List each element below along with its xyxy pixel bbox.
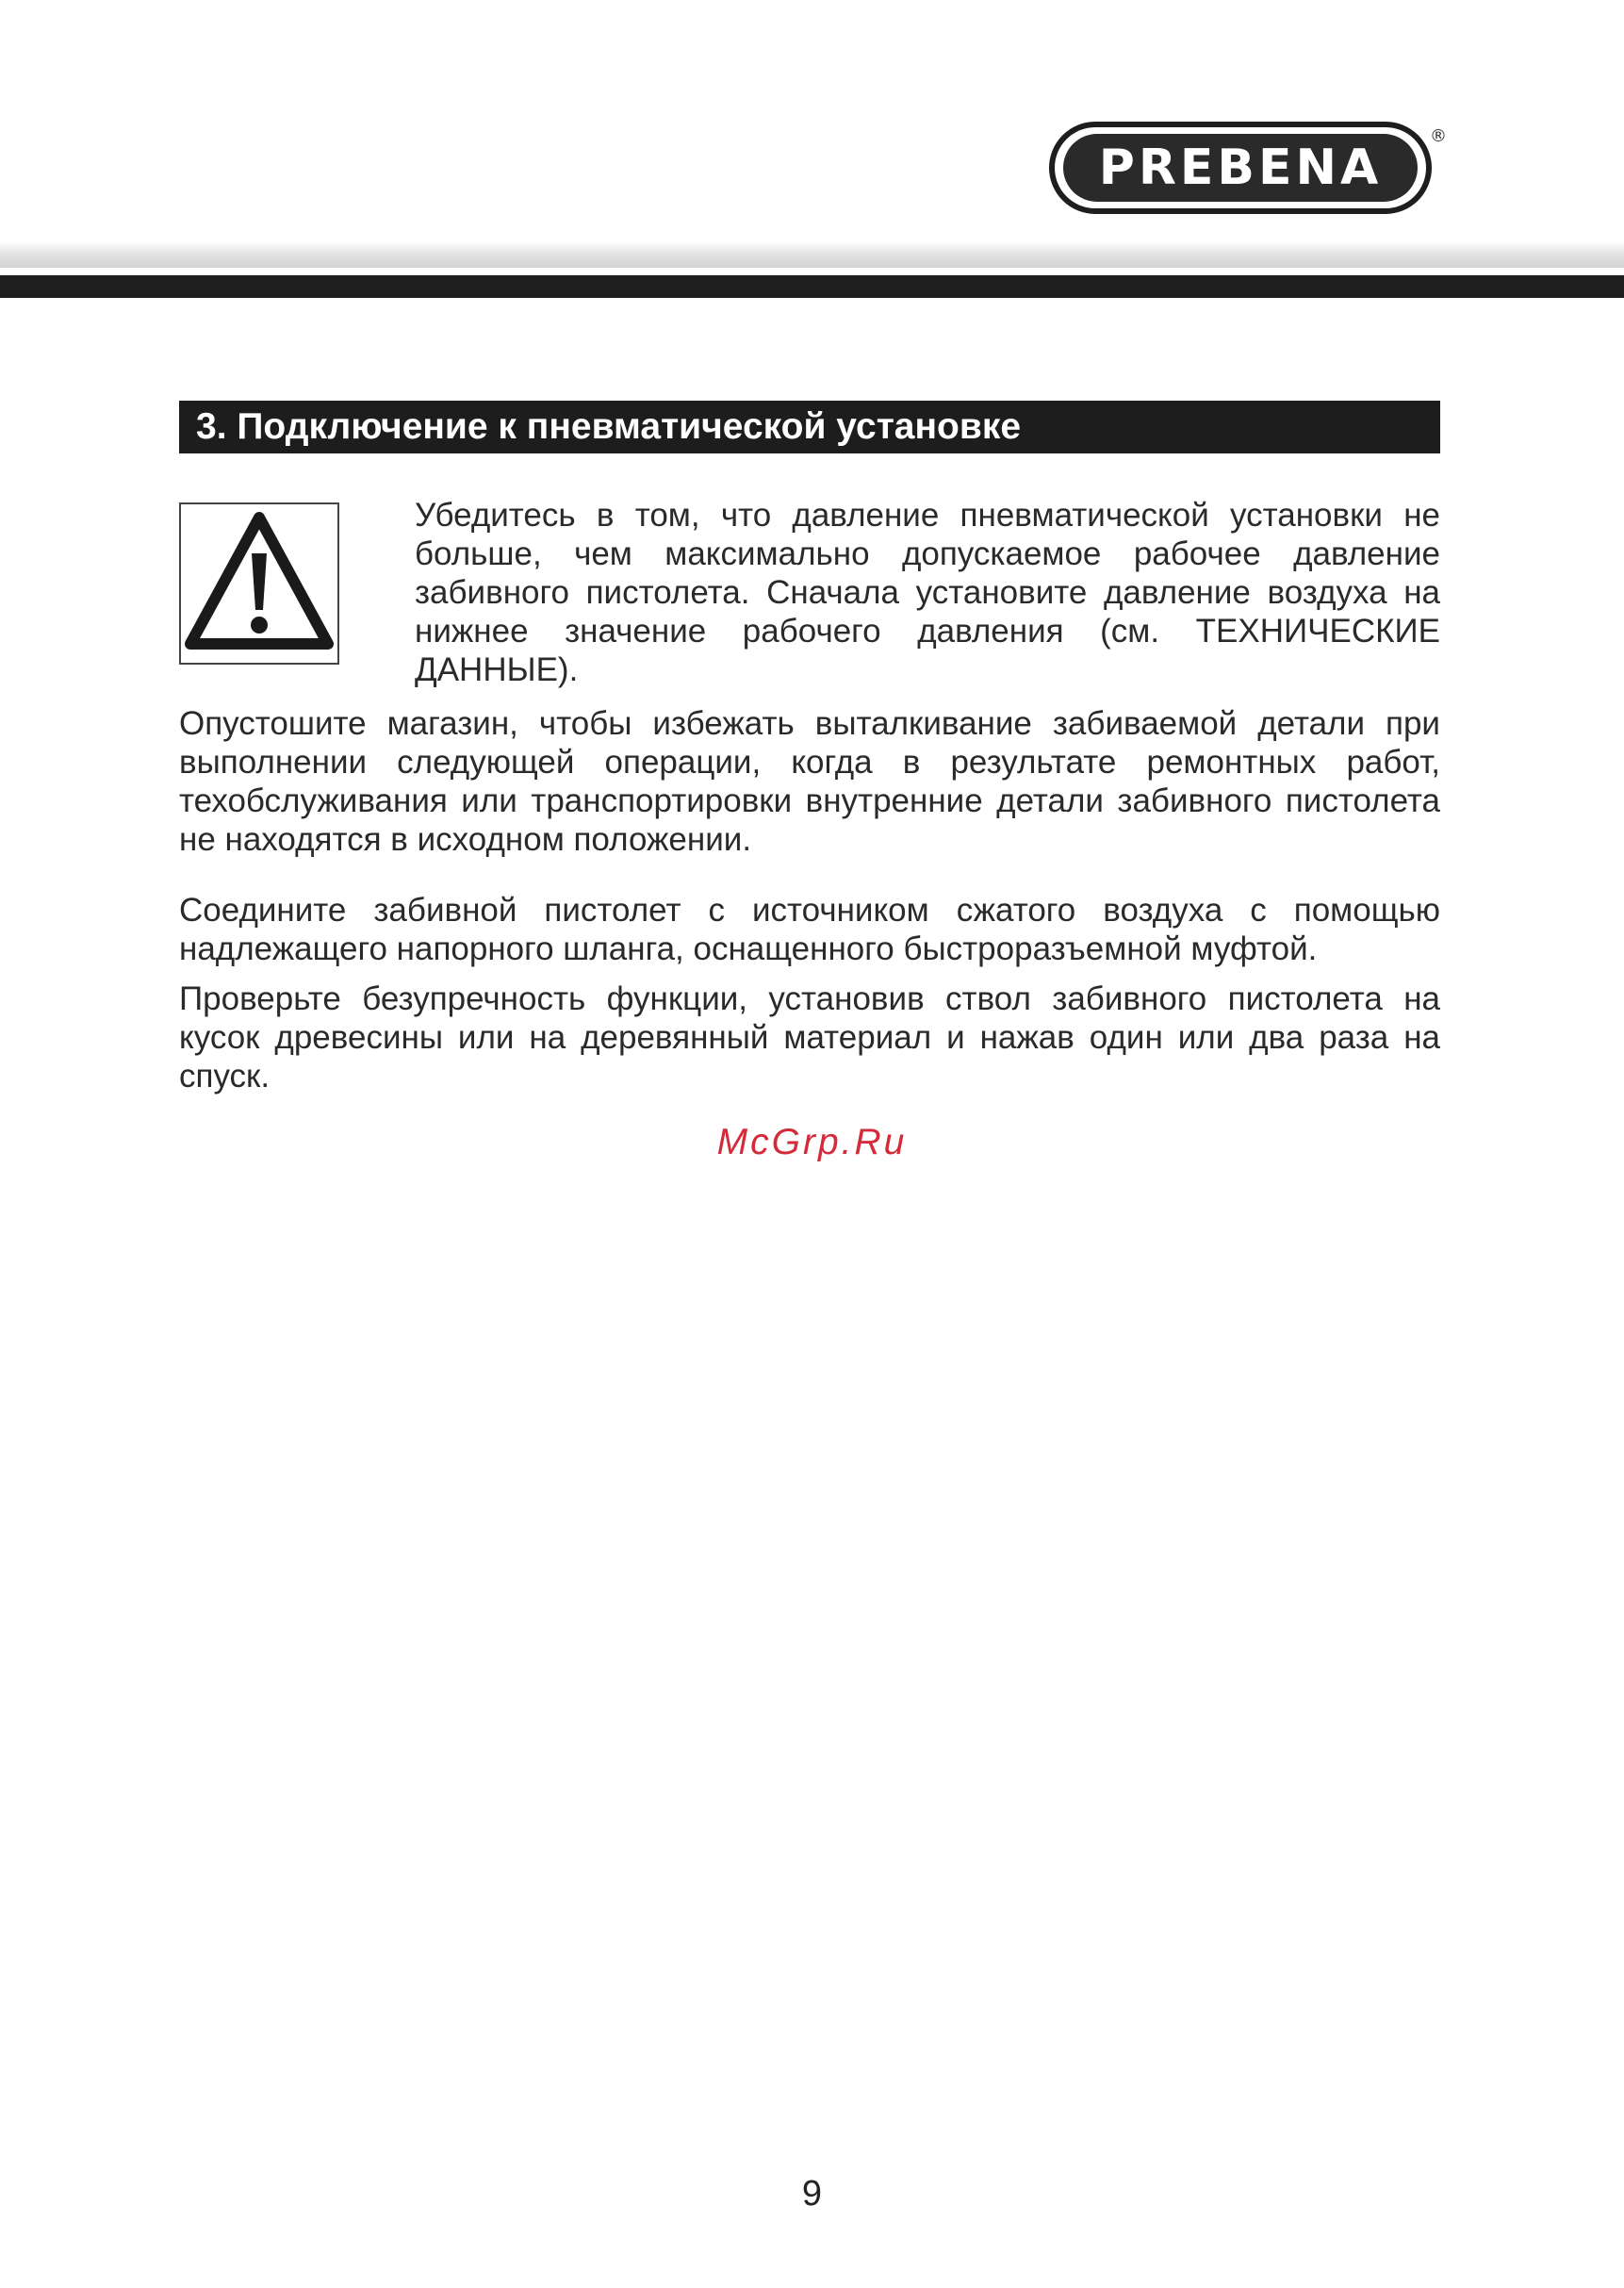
paragraph-pressure: Убедитесь в том, что давление пневматической установки не больше, чем максимально допускаемое рабочее давление забивного пистолета. Сначала установите давление воздуха на нижнее значение рабочего давления (см. ТЕХНИЧЕСКИЕ ДАННЫЕ). bbox=[415, 497, 1440, 688]
paragraph-magazine: Опустошите магазин, чтобы избежать выталкивание забиваемой детали при выполнении следующей операции, когда в результате ремонтных работ, техобслуживания или транспортировки внутренние детали забивного пистолета не находятся в исходном положении. bbox=[179, 705, 1440, 858]
prebena-logo bbox=[1048, 117, 1448, 219]
paragraph-check: Проверьте безупречность функции, установив ствол забивного пистолета на кусок древесины или на деревянный материал и нажав один или два раза на спуск. bbox=[179, 980, 1440, 1095]
paragraph-connect: Соедините забивной пистолет с источником сжатого воздуха с помощью надлежащего напорного шланга, оснащенного быстроразъемной муфтой. bbox=[179, 892, 1440, 967]
warning-box bbox=[179, 502, 339, 665]
registered-mark: ® bbox=[1430, 126, 1447, 146]
watermark-text: McGrp.Ru bbox=[716, 1122, 908, 1162]
header-gradient-band bbox=[0, 241, 1624, 268]
header-rule bbox=[0, 275, 1624, 298]
warning-triangle-icon bbox=[181, 504, 337, 663]
logo-text: PREBENA bbox=[1098, 140, 1383, 196]
section-heading: 3. Подключение к пневматической установке bbox=[179, 401, 1440, 453]
page-number: 9 bbox=[801, 2174, 823, 2214]
